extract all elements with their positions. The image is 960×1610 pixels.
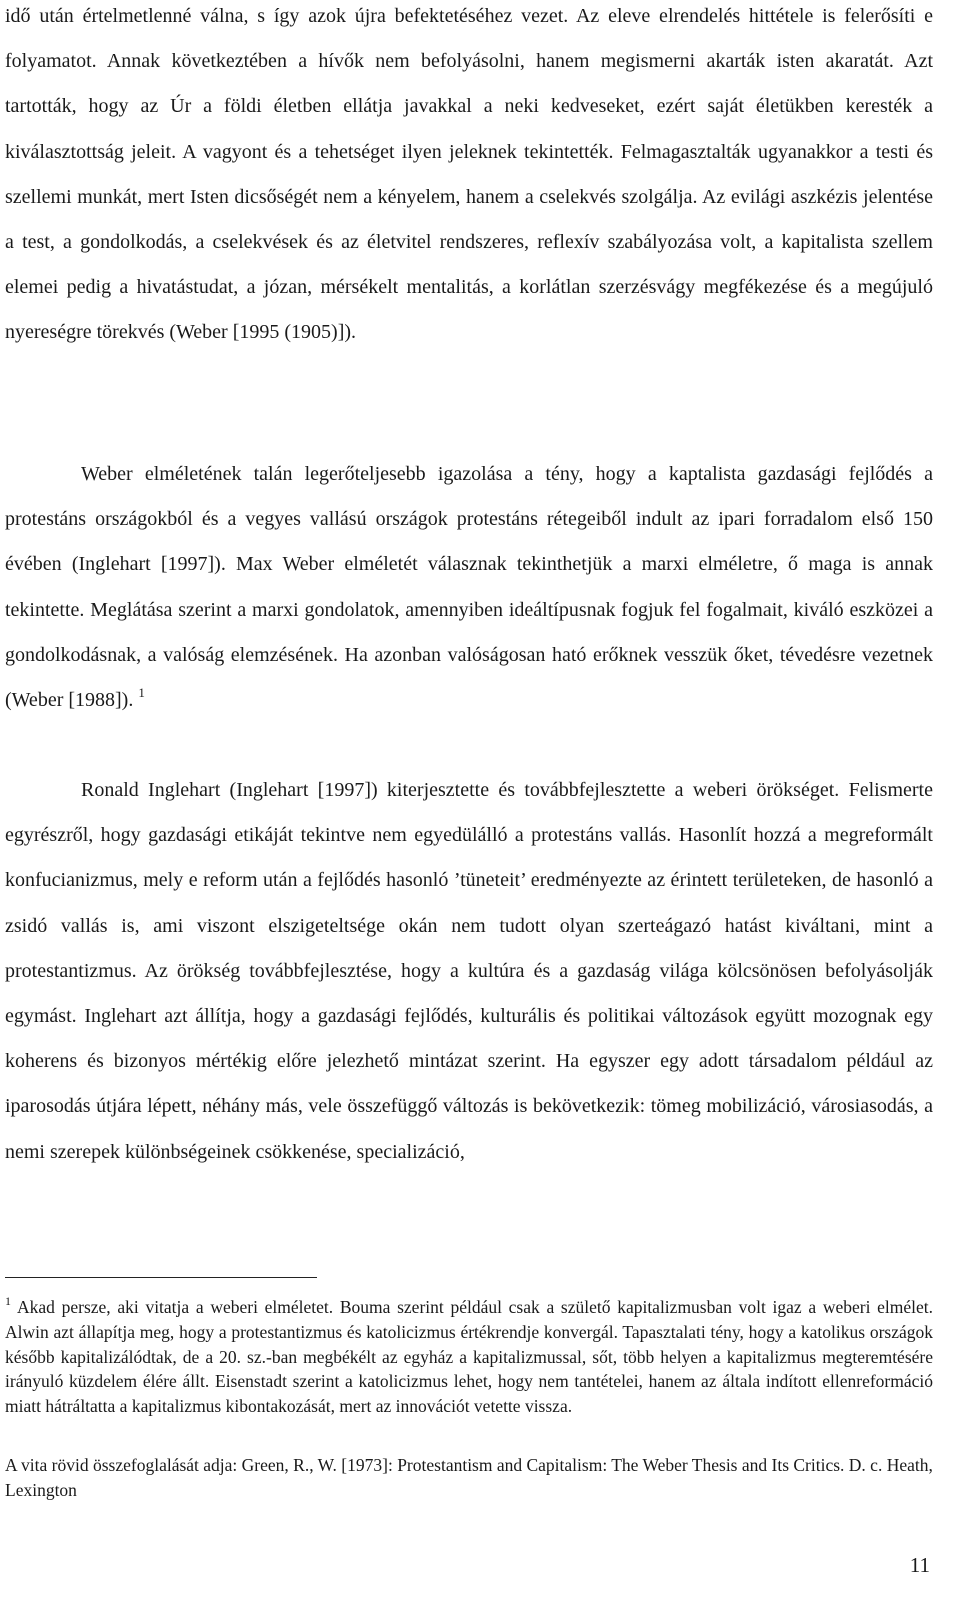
paragraph-2-text: Weber elméletének talán legerőteljesebb igazolása a tény, hogy a kaptalista gazdasági fejlődés a protestáns országokból és a vegyes vallású országok protestáns rétegeiből indult az ipari forradalom első 150 évében (Inglehart [1997]). Max Weber elméletét válasznak tekinthetjük a marxi elméletre, ő maga is annak tekintette. Meglátása szerint a marxi gondolatok, amennyiben ideáltípusnak fogjuk fel fogalmait, kiváló eszközei a gondolkodásnak, a valóság elemzésének. Ha azonban valóságosan ható erőknek vesszük őket, tévedésre vezetnek (Weber [1988]). <box>5 463 933 712</box>
paragraph-3: Ronald Inglehart (Inglehart [1997]) kiterjesztette és továbbfejlesztette a weberi örökséget. Felismerte egyrészről, hogy gazdasági etikáját tekintve nem egyedülálló a protestáns vallás. Hasonlít hozzá a megreformált konfucianizmus, mely e reform után a fejlődés hasonló ’tüneteit’ eredményezte az érintett területeken, de hasonló a zsidó vallás is, ami viszont elszigeteltsége okán nem tudott olyan szerteágazó hatást kiváltani, mint a protestantizmus. Az örökség továbbfejlesztése, hogy a kultúra és a gazdaság világa kölcsönösen befolyásolják egymást. Inglehart azt állítja, hogy a gazdasági fejlődés, kulturális és politikai változások együtt mozognak egy koherens és bizonyos mértékig előre jelezhető mintázat szerint. Ha egyszer egy adott társadalom például az iparosodás útjára lépett, néhány más, vele összefüggő változás is bekövetkezik: tömeg mobilizáció, városiasodás, a nemi szerepek különbségeinek csökkenése, specializáció, <box>5 779 933 1163</box>
footnote-1-text: Akad persze, aki vitatja a weberi elméletet. Bouma szerint például csak a születő kapitalizmusban volt igaz a weberi elmélet. Alwin azt állapítja meg, hogy a protestantizmus és katolicizmus értékrendje konvergál. Tapasztalati tény, hogy a katolikus országok később kapitalizálódtak, de a 20. sz.-ban megbékélt az egyház a kapitalizmussal, sőt, több helyen a kapitalizmus megteremtésére irányuló küzdelem élére állt. Eisenstadt szerint a katolicizmus lehet, hogy nem tantételei, hanem az általa indított ellenreformáció miatt hátráltatta a kapitalizmus kibontakozását, mert az innovációt vetette vissza. <box>5 1297 933 1417</box>
footnote-1-continuation: A vita rövid összefoglalását adja: Green, R., W. [1973]: Protestantism and Capitalism: The Weber Thesis and Its Critics. D. c. Heath, Lexington <box>5 1455 933 1500</box>
paragraph-1: idő után értelmetlenné válna, s így azok újra befektetéséhez vezet. Az eleve elrendelés hittétele is felerősíti e folyamatot. Annak következtében a hívők nem befolyásolni, hanem megismerni akarták isten akaratát. Azt tartották, hogy az Úr a földi életben ellátja javakkal a neki kedveseket, ezért saját életükben keresték a kiválasztottság jeleit. A vagyont és a tehetséget ilyen jeleknek tekintették. Felmagasztalták ugyanakkor a testi és szellemi munkát, mert Isten dicsőségét nem a kényelem, hanem a cselekvés szolgálja. Az evilági aszkézis jelentése a test, a gondolkodás, a cselekvések és az életvitel rendszeres, reflexív szabályozása volt, a kapitalista szellem elemei pedig a hivatástudat, a józan, mérsékelt mentalitás, a korlátlan szerzésvágy megfékezése és a megújuló nyereségre törekvés (Weber [1995 (1905)]). <box>5 5 933 344</box>
footnote-separator <box>5 1277 317 1278</box>
footnote-reference[interactable]: 1 <box>138 685 145 701</box>
page-number: 11 <box>909 1553 930 1577</box>
footnote-number: 1 <box>5 1294 11 1308</box>
footnote-1 <box>5 1295 933 1419</box>
paragraph-2 <box>5 452 933 723</box>
